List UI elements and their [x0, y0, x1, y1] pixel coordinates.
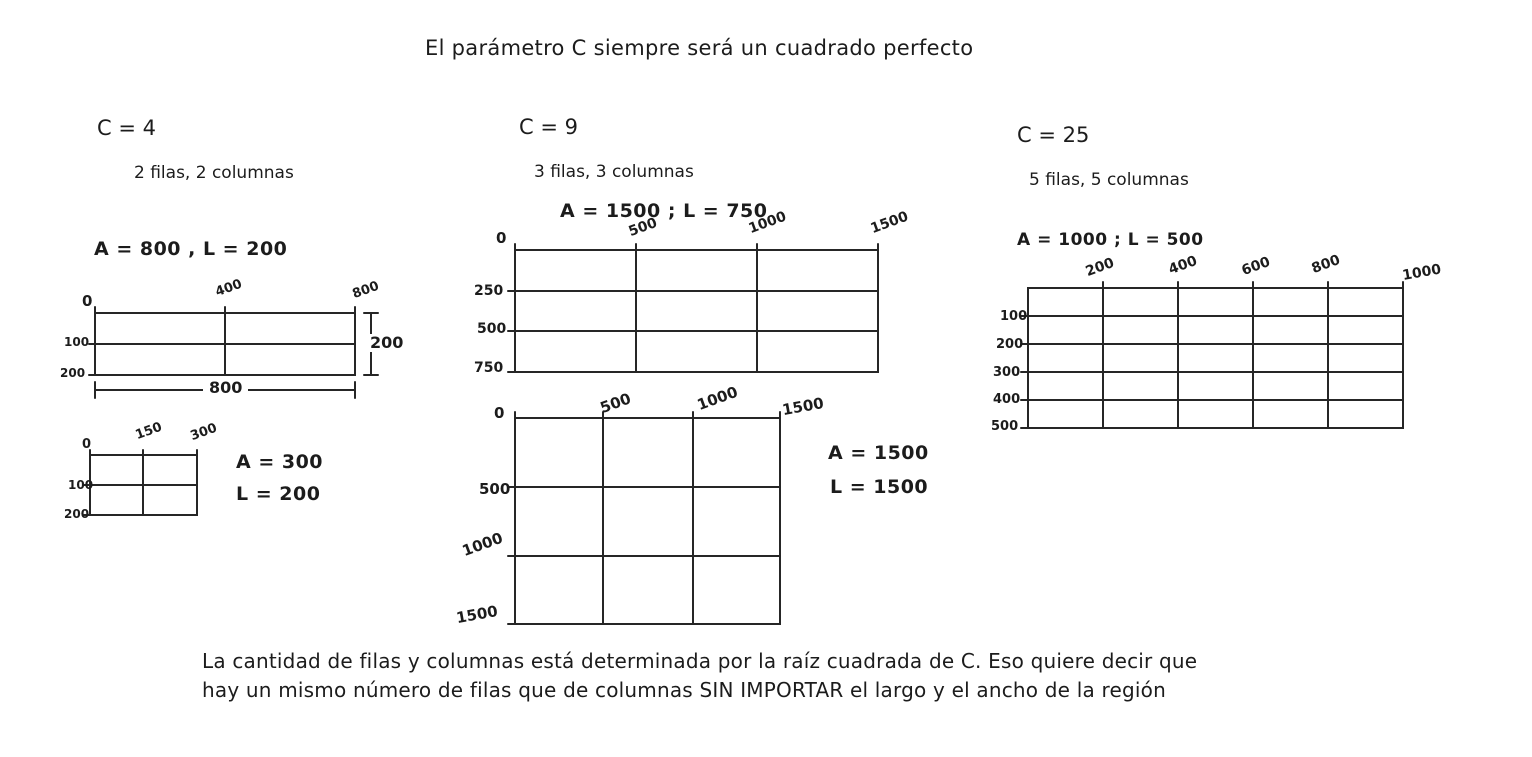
y-tick-label: 500 — [991, 419, 1019, 434]
y-tick-label: 100 — [64, 335, 90, 349]
section-c4-subheading: 2 filas, 2 columnas — [134, 163, 294, 183]
area-label: A = 1500 — [828, 442, 929, 464]
x-tick-label: 1000 — [1401, 261, 1443, 285]
section-c9-heading: C = 9 — [519, 115, 578, 139]
x-tick-label: 800 — [350, 278, 382, 303]
length-label: L = 1500 — [830, 476, 929, 498]
length-label: L = 200 — [236, 483, 321, 505]
y-tick-label: 250 — [474, 283, 504, 299]
footer-line-2: hay un mismo número de filas que de columnas SIN IMPORTAR el largo y el ancho de la región — [202, 678, 1166, 702]
section-c4-heading: C = 4 — [97, 116, 156, 140]
x-tick-label: 0 — [496, 229, 507, 247]
section-c9-params: A = 1500 ; L = 750 — [560, 200, 768, 222]
footer-note — [202, 647, 1197, 705]
x-tick-label: 150 — [133, 419, 165, 444]
x-tick-label: 1000 — [694, 382, 741, 415]
height-dimension-label: 200 — [364, 334, 409, 352]
y-tick-label: 400 — [993, 392, 1021, 407]
diagram-title: El parámetro C siempre será un cuadrado perfecto — [425, 36, 974, 60]
x-tick-label: 500 — [597, 389, 634, 418]
section-c9-subheading: 3 filas, 3 columnas — [534, 162, 694, 182]
section-c4-params: A = 800 , L = 200 — [94, 238, 288, 260]
y-tick-label: 500 — [477, 321, 507, 337]
y-tick-label: 200 — [996, 337, 1024, 352]
x-tick-label: 400 — [1166, 252, 1200, 279]
x-tick-label: 0 — [82, 437, 92, 452]
x-tick-label: 500 — [626, 214, 660, 241]
width-dimension-label: 800 — [203, 379, 248, 397]
section-c25-heading: C = 25 — [1017, 123, 1090, 147]
footer-line-1: La cantidad de filas y columnas está determinada por la raíz cuadrada de C. Eso quiere decir que — [202, 649, 1198, 673]
y-tick-label: 750 — [474, 360, 504, 376]
x-tick-label: 0 — [494, 404, 505, 422]
y-tick-label: 1500 — [454, 602, 500, 628]
x-tick-label: 1500 — [780, 394, 826, 420]
section-c25-subheading: 5 filas, 5 columnas — [1029, 170, 1189, 190]
x-tick-label: 1000 — [746, 208, 789, 238]
x-tick-label: 800 — [1309, 251, 1343, 278]
x-tick-label: 400 — [213, 276, 245, 301]
y-tick-label: 300 — [993, 365, 1021, 380]
y-tick-label: 100 — [1000, 309, 1028, 324]
section-c25-params: A = 1000 ; L = 500 — [1017, 230, 1204, 250]
x-tick-label: 0 — [82, 292, 93, 310]
y-tick-label: 1000 — [459, 528, 506, 561]
x-tick-label: 300 — [188, 420, 220, 445]
area-label: A = 300 — [236, 451, 324, 473]
x-tick-label: 1500 — [868, 208, 911, 238]
y-tick-label: 200 — [60, 366, 86, 380]
x-tick-label: 600 — [1239, 253, 1273, 280]
y-tick-label: 200 — [64, 507, 90, 521]
y-tick-label: 500 — [479, 480, 511, 498]
x-tick-label: 200 — [1083, 254, 1117, 281]
grid-c9-top — [450, 215, 930, 390]
y-tick-label: 100 — [68, 478, 94, 492]
grid-c25-main — [960, 252, 1490, 445]
